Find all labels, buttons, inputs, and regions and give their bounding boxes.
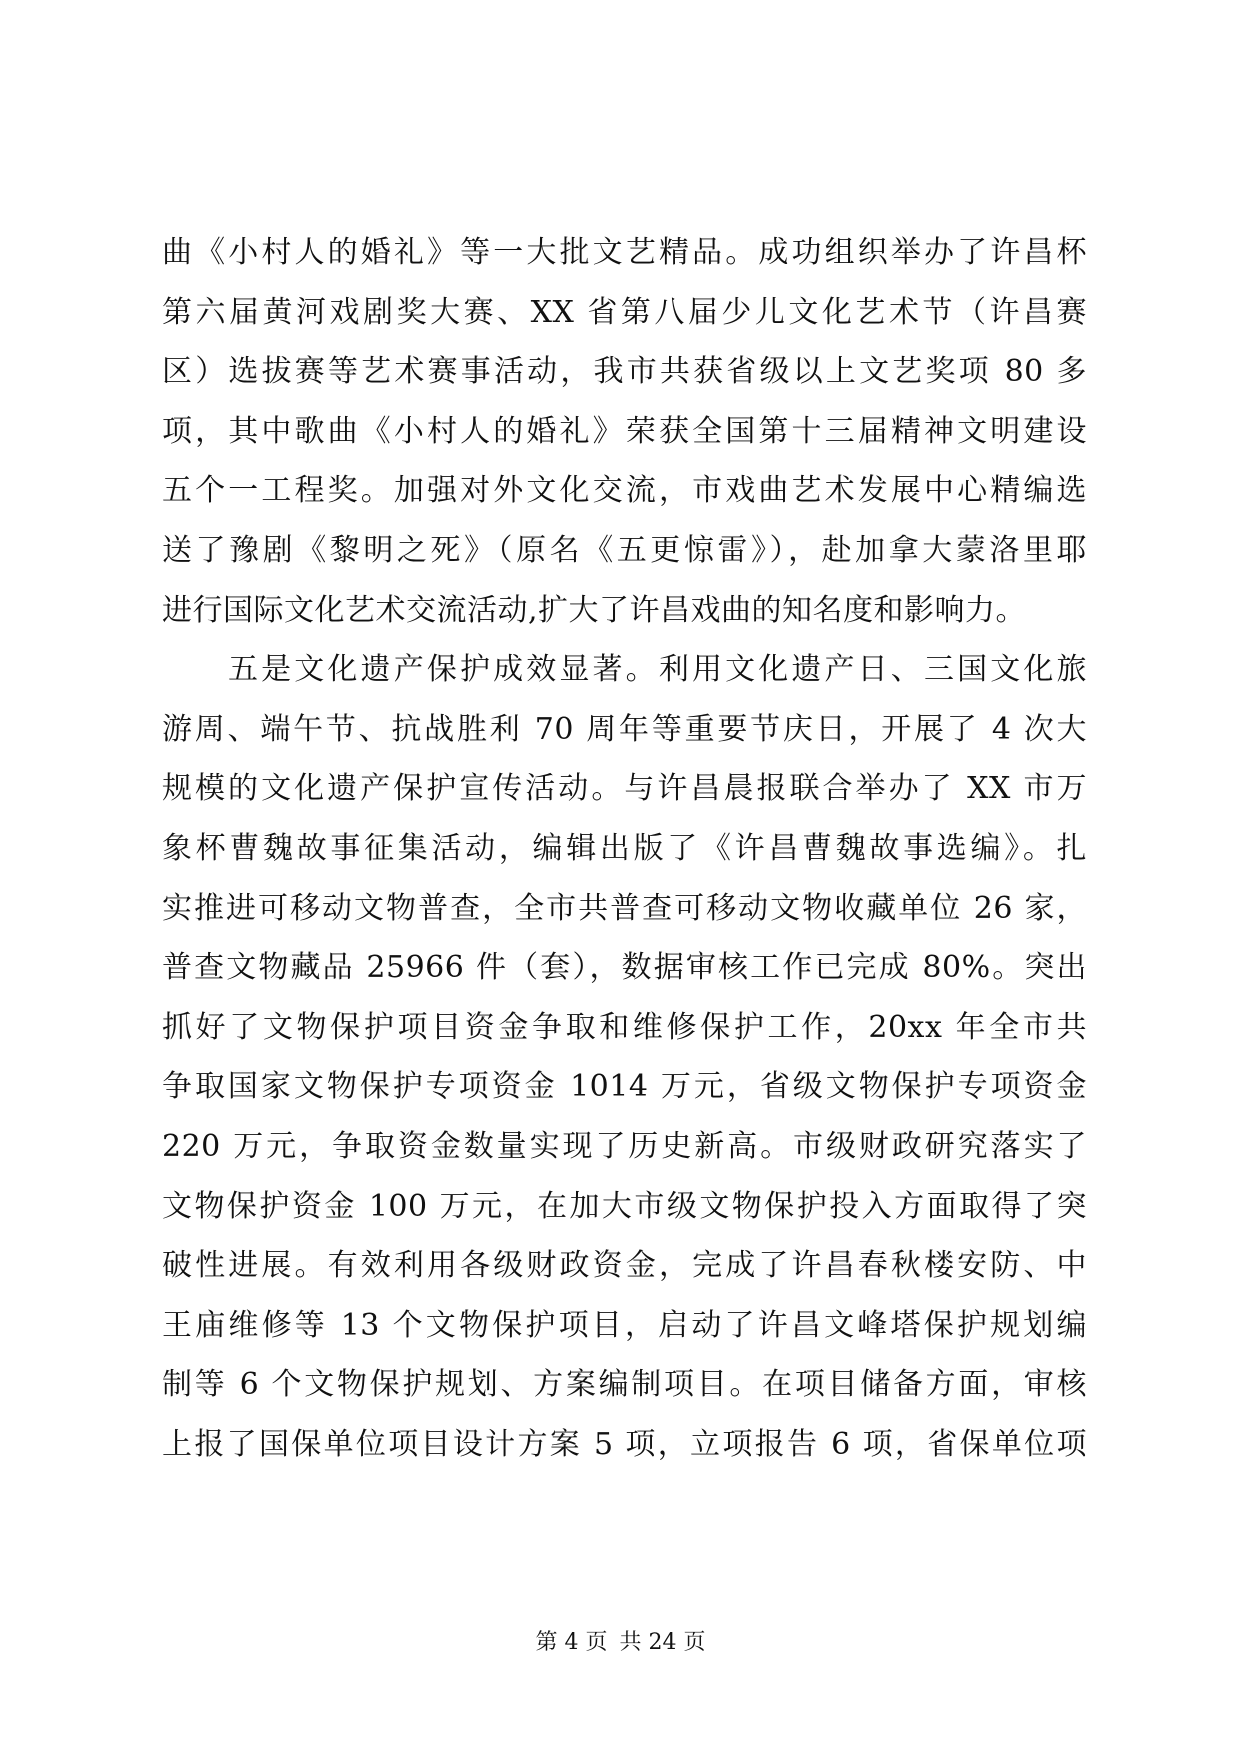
text-line: 抓好了文物保护项目资金争取和维修保护工作，20xx 年全市共 [162, 1009, 1087, 1045]
text-line: 进行国际文化艺术交流活动,扩大了许昌戏曲的知名度和影响力。 [162, 592, 1027, 628]
text-line: 游周、端午节、抗战胜利 70 周年等重要节庆日，开展了 4 次大 [162, 711, 1087, 747]
text-line: 制等 6 个文物保护规划、方案编制项目。在项目储备方面，审核 [162, 1367, 1087, 1403]
text-line: 220 万元，争取资金数量实现了历史新高。市级财政研究落实了 [162, 1128, 1087, 1164]
page-number: 第 4 页 [535, 1630, 608, 1655]
total-pages: 共 24 页 [619, 1630, 706, 1655]
text-line: 项，其中歌曲《小村人的婚礼》荣获全国第十三届精神文明建设 [162, 413, 1087, 449]
page-footer [0, 1628, 1241, 1658]
text-line: 普查文物藏品 25966 件（套），数据审核工作已完成 80%。突出 [162, 950, 1087, 986]
text-line: 破性进展。有效利用各级财政资金，完成了许昌春秋楼安防、中 [162, 1248, 1087, 1284]
text-line: 王庙维修等 13 个文物保护项目，启动了许昌文峰塔保护规划编 [162, 1307, 1087, 1343]
text-line: 区）选拔赛等艺术赛事活动，我市共获省级以上文艺奖项 80 多 [162, 354, 1087, 390]
text-line: 第六届黄河戏剧奖大赛、XX 省第八届少儿文化艺术节（许昌赛 [162, 294, 1087, 330]
text-line: 上报了国保单位项目设计方案 5 项，立项报告 6 项，省保单位项 [162, 1426, 1087, 1462]
text-line: 文物保护资金 100 万元，在加大市级文物保护投入方面取得了突 [162, 1188, 1087, 1224]
paragraph-start-line: 五是文化遗产保护成效显著。利用文化遗产日、三国文化旅 [228, 652, 1087, 688]
text-line: 实推进可移动文物普查，全市共普查可移动文物收藏单位 26 家， [162, 890, 1087, 926]
text-line: 送了豫剧《黎明之死》（原名《五更惊雷》），赴加拿大蒙洛里耶 [162, 532, 1087, 568]
text-line: 争取国家文物保护专项资金 1014 万元，省级文物保护专项资金 [162, 1069, 1087, 1105]
text-line: 象杯曹魏故事征集活动，编辑出版了《许昌曹魏故事选编》。扎 [162, 830, 1087, 866]
body-text [162, 223, 1087, 1474]
text-line: 规模的文化遗产保护宣传活动。与许昌晨报联合举办了 XX 市万 [162, 771, 1087, 807]
text-line: 曲《小村人的婚礼》等一大批文艺精品。成功组织举办了许昌杯 [162, 235, 1087, 270]
text-line: 五个一工程奖。加强对外文化交流，市戏曲艺术发展中心精编选 [162, 473, 1087, 509]
